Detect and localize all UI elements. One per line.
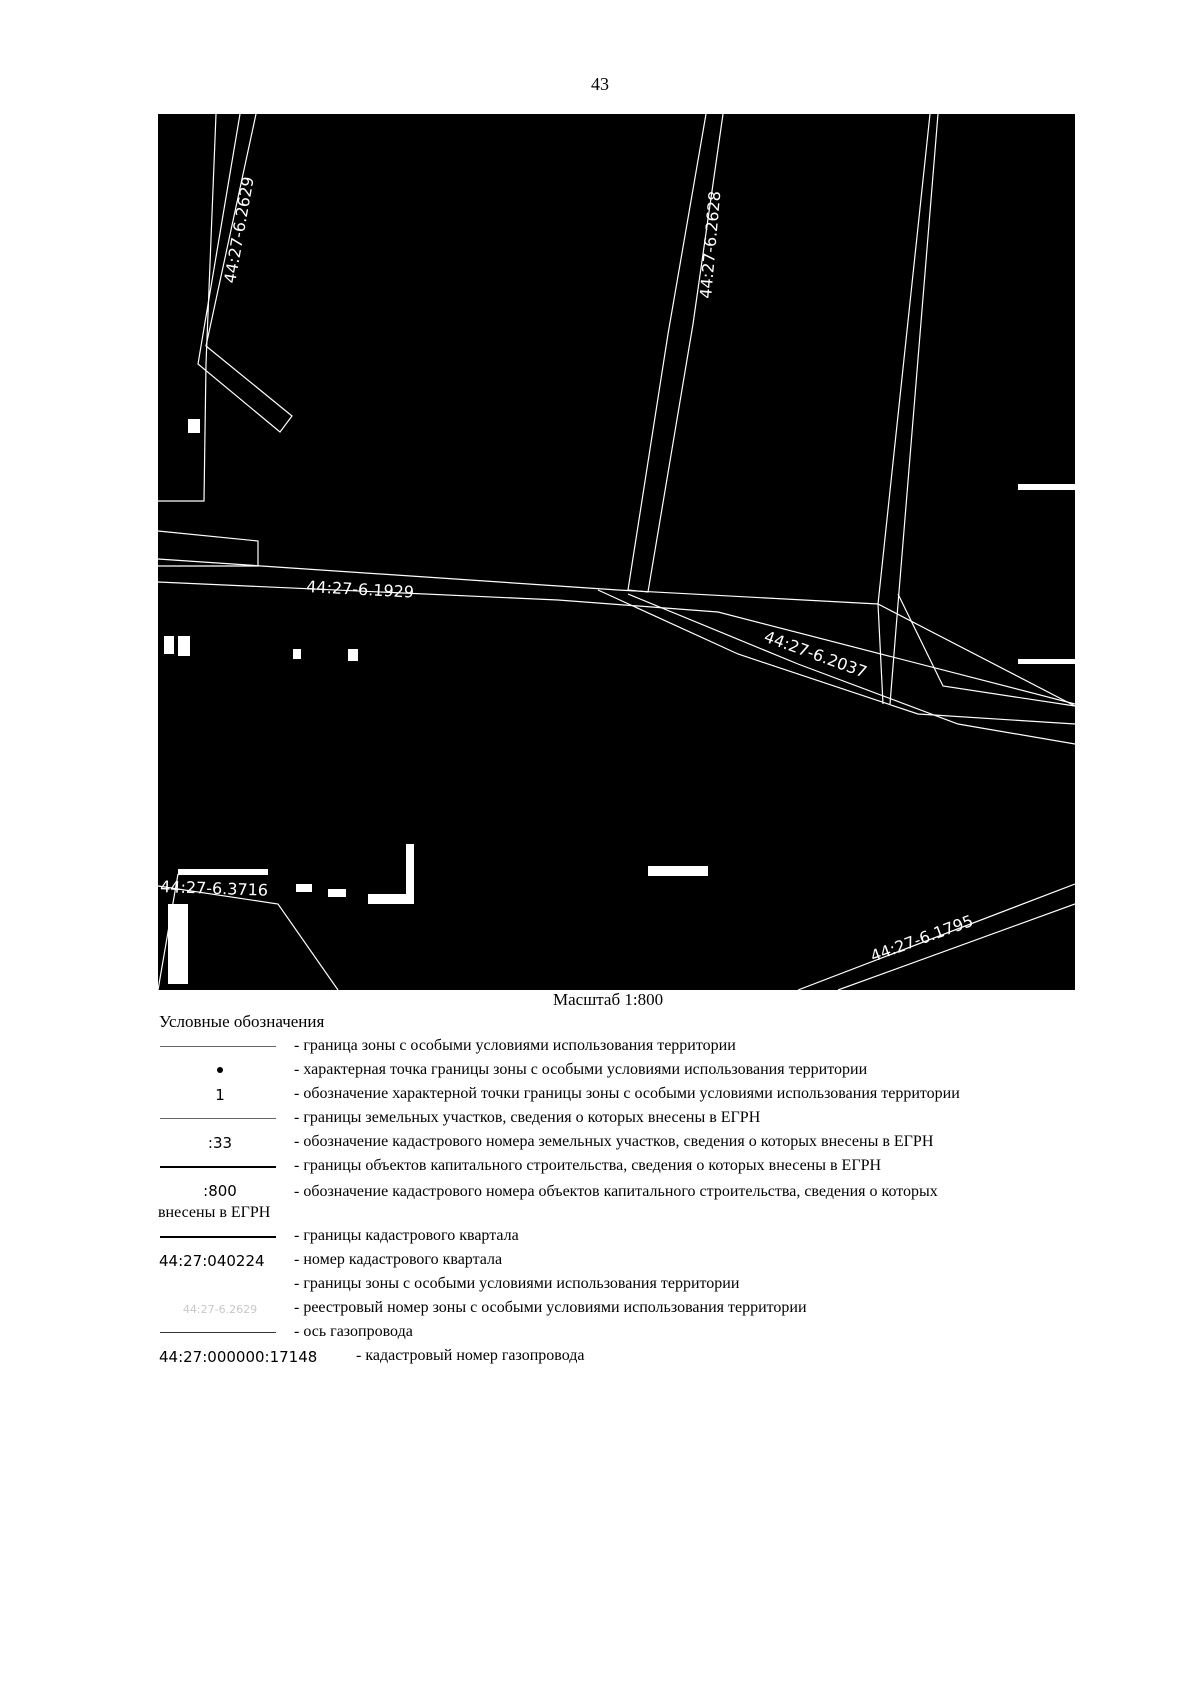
legend-row <box>158 1108 1078 1132</box>
legend-description: - реестровый номер зоны с особыми условиями использования территории <box>294 1299 807 1316</box>
cadastral-map <box>158 114 1075 990</box>
legend-symbol-quarter-boundary <box>158 1226 282 1250</box>
legend-symbol-pipeline-number: 44:27:000000:17148 <box>159 1348 318 1366</box>
legend-row <box>158 1084 1078 1108</box>
legend-row <box>158 1250 1078 1274</box>
legend-symbol-quarter-number: 44:27:040224 <box>159 1252 265 1270</box>
legend-row <box>158 1322 1078 1346</box>
page-number: 43 <box>591 74 609 94</box>
legend-row <box>158 1298 1078 1322</box>
legend-description: - границы земельных участков, сведения о которых внесены в ЕГРН <box>294 1109 761 1126</box>
legend-row <box>158 1274 1078 1298</box>
legend-symbol-pipeline-axis <box>158 1322 282 1346</box>
legend-description: - граница зоны с особыми условиями использования территории <box>294 1037 736 1054</box>
legend-symbol-parcel-boundary <box>158 1108 282 1132</box>
legend-description: - номер кадастрового квартала <box>294 1251 503 1268</box>
zone-boundary-1929 <box>158 582 1075 704</box>
legend-symbol-point <box>158 1060 282 1084</box>
legend-row <box>158 1060 1078 1084</box>
legend-symbol-zone-boundary-alt <box>158 1274 282 1298</box>
legend-symbol-zone-number: 44:27-6.2629 <box>182 1303 258 1316</box>
legend-description: - границы кадастрового квартала <box>294 1227 519 1244</box>
legend-symbol-building-number: :800 <box>203 1182 237 1200</box>
legend-description: - обозначение кадастрового номера земельных участков, сведения о которых внесены в ЕГРН <box>294 1133 934 1150</box>
zone-boundary-2629 <box>198 114 292 432</box>
building-boundary <box>158 531 258 566</box>
map-label-1929: 44:27-6.1929 <box>305 577 415 602</box>
map-label-2628: 44:27-6.2628 <box>696 190 725 300</box>
legend-title: Условные обозначения <box>159 1012 325 1031</box>
map-scale: Масштаб 1:800 <box>553 990 664 1009</box>
legend-symbol-parcel-number: :33 <box>207 1134 233 1152</box>
legend-row <box>158 1180 1078 1226</box>
legend-description: - характерная точка границы зоны с особыми условиями использования территории <box>294 1061 868 1078</box>
legend-row <box>158 1156 1078 1180</box>
legend-description: - обозначение характерной точки границы зоны с особыми условиями использования территории <box>294 1085 960 1102</box>
legend-symbol-zone-boundary <box>158 1036 282 1060</box>
legend-description: - границы зоны с особыми условиями использования территории <box>294 1275 740 1292</box>
legend-description: - обозначение кадастрового номера объектов капитального строительства, сведения о которых внесены в ЕГРН <box>158 1183 938 1221</box>
legend-symbol-building-boundary <box>158 1156 282 1180</box>
legend-description: - кадастровый номер газопровода <box>356 1347 585 1364</box>
map-label-2037: 44:27-6.2037 <box>761 626 870 682</box>
legend-row <box>158 1226 1078 1250</box>
legend-symbol-point-label: 1 <box>215 1086 225 1104</box>
land-parcel-boundary <box>890 114 938 704</box>
map-label-3716: 44:27-6.3716 <box>159 877 269 900</box>
legend <box>158 1036 1078 1370</box>
point-icon <box>217 1067 223 1073</box>
zone-boundary-2628 <box>628 114 723 592</box>
map-label-2629: 44:27-6.2629 <box>220 175 258 285</box>
zone-boundary-1929 <box>158 559 1075 706</box>
legend-row <box>158 1036 1078 1060</box>
legend-row <box>158 1132 1078 1156</box>
land-parcel-boundary <box>878 114 930 704</box>
legend-description: - границы объектов капитального строительства, сведения о которых внесены в ЕГРН <box>294 1157 882 1174</box>
legend-description: - ось газопровода <box>294 1323 413 1340</box>
map-label-1795: 44:27-6.1795 <box>867 911 976 966</box>
legend-row <box>158 1346 1078 1370</box>
